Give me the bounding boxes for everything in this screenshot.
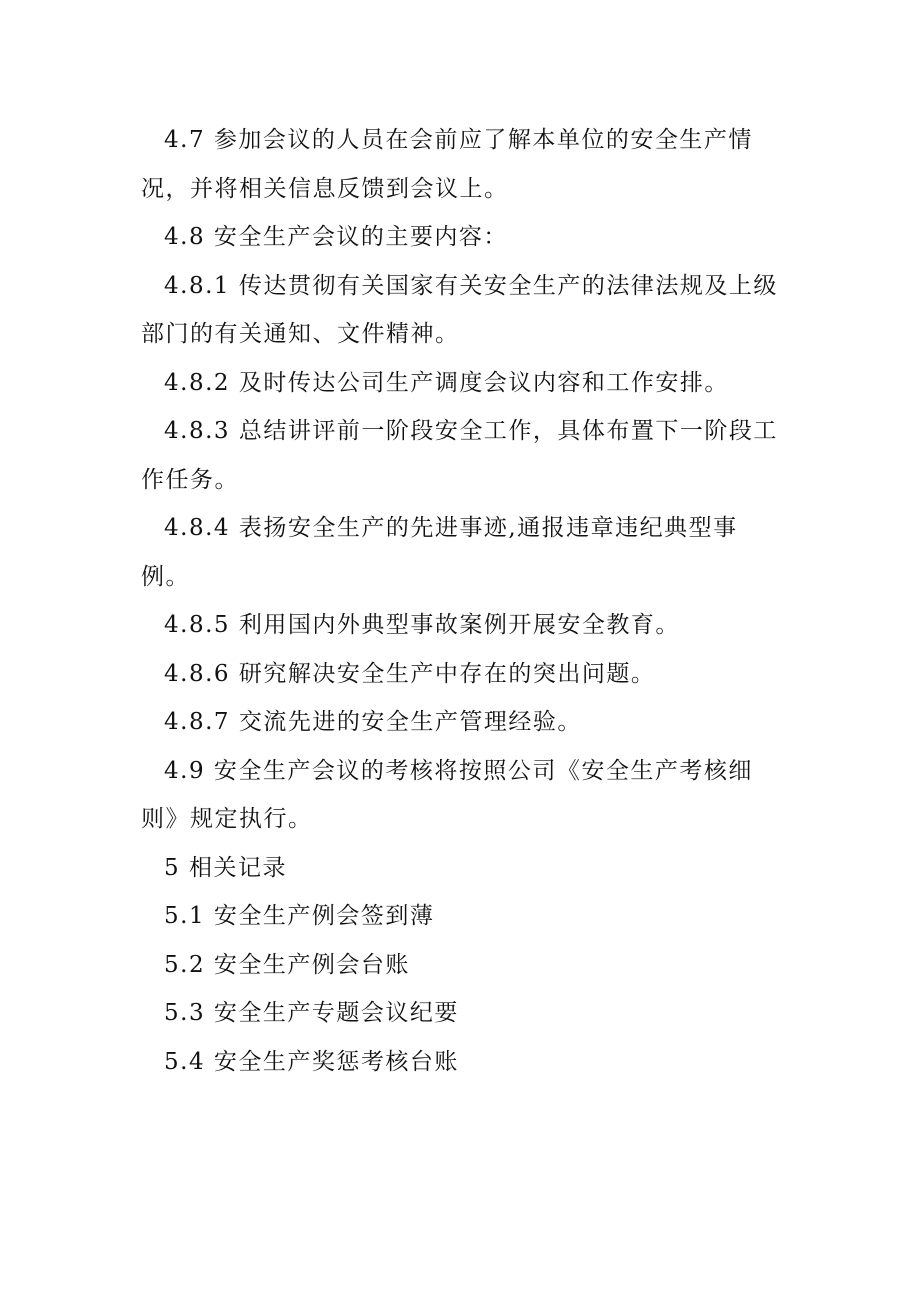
paragraph-4-8-3: 4.8.3 总结讲评前一阶段安全工作，具体布置下一阶段工作任务。 bbox=[141, 418, 778, 493]
paragraph-4-8-1: 4.8.1 传达贯彻有关国家有关安全生产的法律法规及上级部门的有关通知、文件精神。 bbox=[141, 272, 778, 347]
record-item-5-1: 5.1 安全生产例会签到薄 bbox=[164, 903, 435, 929]
record-item-5-4: 5.4 安全生产奖惩考核台账 bbox=[164, 1048, 459, 1075]
paragraph-4-7: 4.7 参加会议的人员在会前应了解本单位的安全生产情况，并将相关信息反馈到会议上。 bbox=[141, 127, 753, 202]
section-heading-5: 5 相关记录 bbox=[164, 854, 287, 881]
paragraph-4-8-7: 4.8.7 交流先进的安全生产管理经验。 bbox=[164, 709, 582, 735]
record-item-5-3: 5.3 安全生产专题会议纪要 bbox=[164, 1000, 459, 1026]
document-body bbox=[141, 116, 786, 1086]
paragraph-4-8-2: 4.8.2 及时传达公司生产调度会议内容和工作安排。 bbox=[164, 369, 729, 396]
paragraph-4-8-6: 4.8.6 研究解决安全生产中存在的突出问题。 bbox=[164, 660, 656, 687]
paragraph-4-8-4: 4.8.4 表扬安全生产的先进事迹,通报违章违纪典型事例。 bbox=[141, 515, 738, 590]
paragraph-4-8: 4.8 安全生产会议的主要内容： bbox=[164, 224, 508, 250]
paragraph-4-8-5: 4.8.5 利用国内外典型事故案例开展安全教育。 bbox=[164, 612, 680, 638]
record-item-5-2: 5.2 安全生产例会台账 bbox=[164, 951, 410, 978]
paragraph-4-9: 4.9 安全生产会议的考核将按照公司《安全生产考核细则》规定执行。 bbox=[141, 757, 753, 832]
